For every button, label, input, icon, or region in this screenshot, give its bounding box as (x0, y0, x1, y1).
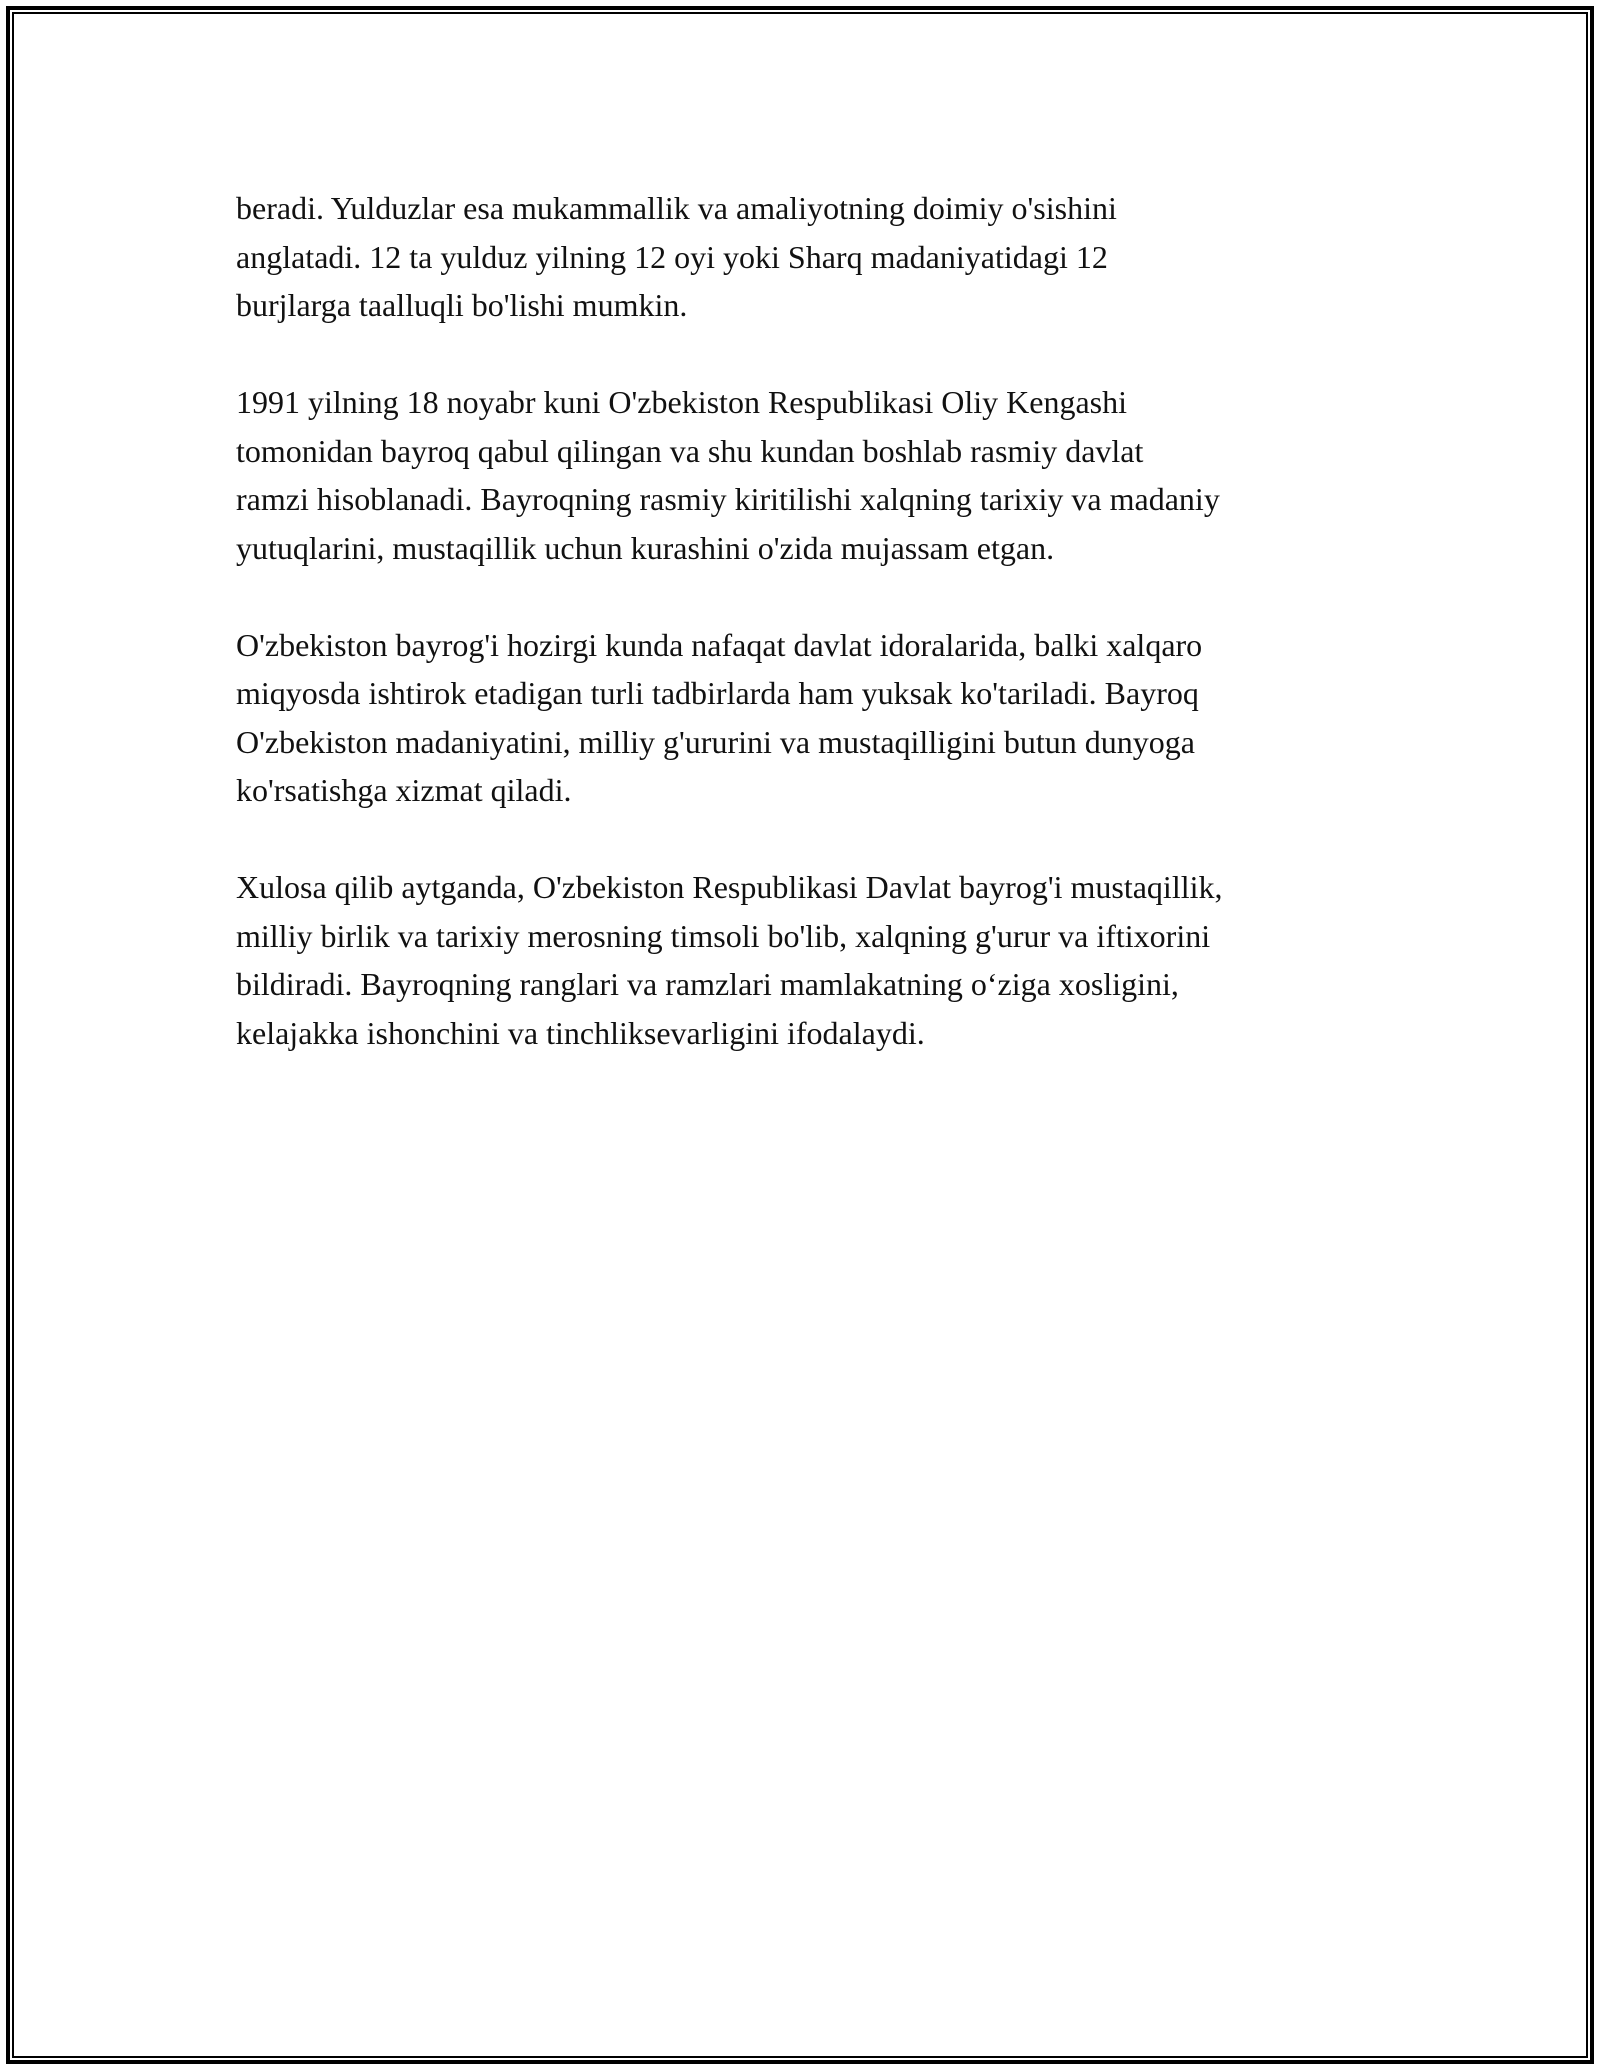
paragraph-line: kelajakka ishonchini va tinchliksevarligini ifodalaydi. (236, 1014, 925, 1051)
paragraph-line: O'zbekiston bayrog'i hozirgi kunda nafaqat davlat idoralarida, balki xalqaro (236, 626, 1203, 663)
paragraph-line: 1991 yilning 18 noyabr kuni O'zbekiston Respublikasi Oliy Kengashi (236, 384, 1128, 420)
paragraph-2 (236, 378, 1396, 572)
paragraph-line: yutuqlarini, mustaqillik uchun kurashini o'zida mujassam etgan. (236, 529, 1055, 566)
paragraph-4 (236, 863, 1396, 1057)
paragraph-line: milliy birlik va tarixiy merosning timsoli bo'lib, xalqning g'urur va iftixorini (236, 917, 1211, 954)
paragraph-line: ko'rsatishga xizmat qiladi. (236, 772, 572, 808)
paragraph-line: bildiradi. Bayroqning ranglari va ramzlari mamlakatning o‘ziga xosligini, (236, 966, 1179, 1002)
document-body (236, 184, 1396, 1106)
paragraph-line: burjlarga taalluqli bo'lishi mumkin. (236, 287, 688, 323)
paragraph-line: O'zbekiston madaniyatini, milliy g'ururini va mustaqilligini butun dunyoga (236, 723, 1195, 760)
paragraph-line: miqyosda ishtirok etadigan turli tadbirlarda ham yuksak ko'tariladi. Bayroq (236, 675, 1199, 711)
paragraph-line: anglatadi. 12 ta yulduz yilning 12 oyi yoki Sharq madaniyatidagi 12 (236, 238, 1108, 275)
paragraph-1 (236, 184, 1396, 330)
paragraph-line: ramzi hisoblanadi. Bayroqning rasmiy kiritilishi xalqning tarixiy va madaniy (236, 481, 1220, 517)
paragraph-3 (236, 621, 1396, 815)
paragraph-line: Xulosa qilib aytganda, O'zbekiston Respublikasi Davlat bayrog'i mustaqillik, (236, 869, 1223, 905)
paragraph-line: beradi. Yulduzlar esa mukammallik va amaliyotning doimiy o'sishini (236, 190, 1117, 226)
paragraph-line: tomonidan bayroq qabul qilingan va shu kundan boshlab rasmiy davlat (236, 432, 1144, 469)
